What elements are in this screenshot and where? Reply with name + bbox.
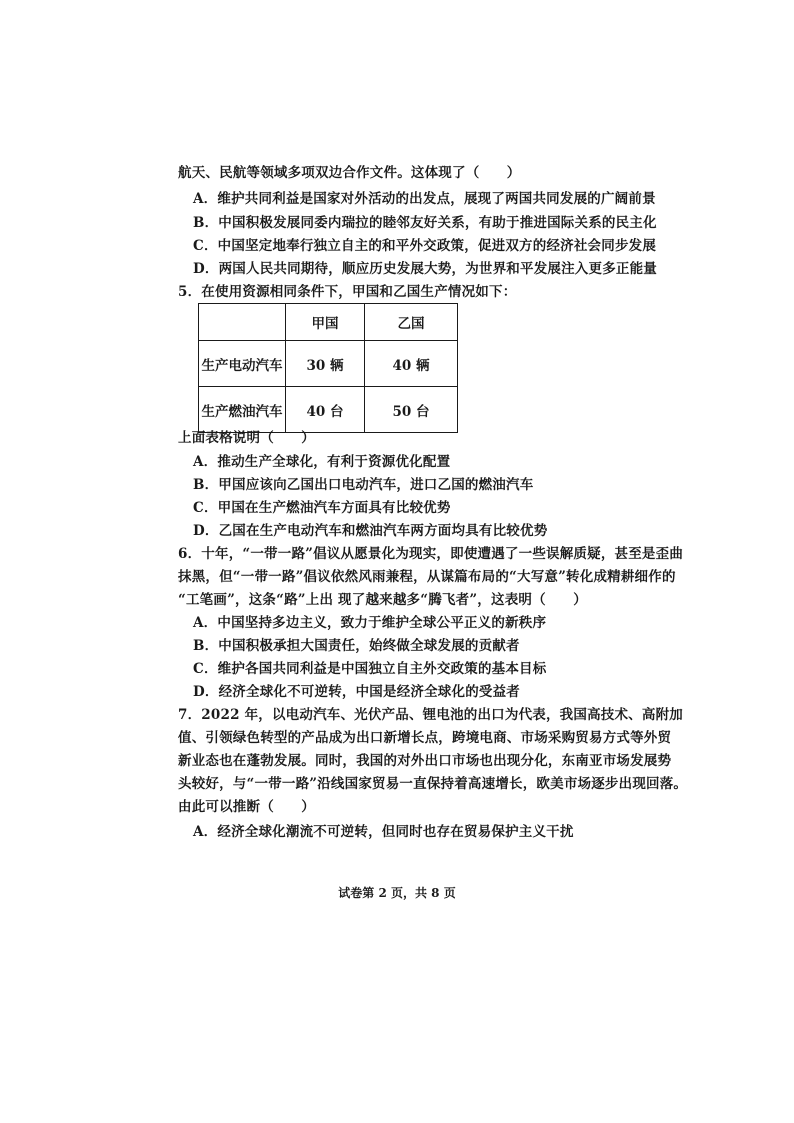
q7-stem-line-1: 7．2022 年，以电动汽车、光伏产品、锂电池的出口为代表，我国高技术、高附加 — [178, 707, 683, 723]
q5-option-c: C．甲国在生产燃油汽车方面具有比较优势 — [193, 500, 451, 516]
q4-option-b: B．中国积极发展同委内瑞拉的睦邻友好关系，有助于推进国际关系的民主化 — [193, 215, 657, 231]
q5-prompt: 上面表格说明（ ） — [178, 430, 315, 446]
q6-option-c: C．维护各国共同利益是中国独立自主外交政策的基本目标 — [193, 661, 547, 677]
table-cell: 40 台 — [286, 387, 365, 433]
table-row — [199, 341, 458, 387]
table-cell: 30 辆 — [286, 341, 365, 387]
table-row — [199, 387, 458, 433]
table-header-cell: 甲国 — [286, 304, 365, 341]
q6-option-a: A．中国坚持多边主义，致力于维护全球公平正义的新秩序 — [193, 615, 547, 631]
q7-stem-line-5: 由此可以推断（ ） — [178, 799, 315, 815]
q5-option-a: A．推动生产全球化，有利于资源优化配置 — [193, 454, 451, 470]
q6-option-d: D．经济全球化不可逆转，中国是经济全球化的受益者 — [193, 684, 521, 700]
q5-option-b: B．甲国应该向乙国出口电动汽车，进口乙国的燃油汽车 — [193, 477, 534, 493]
q5-option-d: D．乙国在生产电动汽车和燃油汽车两方面均具有比较优势 — [193, 523, 548, 539]
production-table — [198, 303, 458, 433]
q4-stem: 航天、民航等领域多项双边合作文件。这体现了（ ） — [178, 165, 521, 181]
q5-stem: 5．在使用资源相同条件下，甲国和乙国生产情况如下： — [178, 284, 517, 300]
table-header-row — [199, 304, 458, 341]
q6-stem-line-2: 抹黑，但“一带一路”倡议依然风雨兼程，从谋篇布局的“大写意”转化成精耕细作的 — [178, 569, 676, 585]
table-header-cell: 乙国 — [365, 304, 458, 341]
q4-option-c: C．中国坚定地奉行独立自主的和平外交政策，促进双方的经济社会同步发展 — [193, 238, 657, 254]
table-cell: 50 台 — [365, 387, 458, 433]
q6-stem-line-3: “工笔画”，这条“路”上出 现了越来越多“腾飞者”，这表明（ ） — [178, 592, 587, 608]
table-cell: 40 辆 — [365, 341, 458, 387]
q7-stem-line-2: 值、引领绿色转型的产品成为出口新增长点，跨境电商、市场采购贸易方式等外贸 — [178, 730, 672, 746]
table-cell: 生产燃油汽车 — [199, 387, 286, 433]
q7-stem-line-4: 头较好，与“一带一路”沿线国家贸易一直保持着高速增长，欧美市场逐步出现回落。 — [178, 776, 688, 792]
q6-stem-line-1: 6．十年，“一带一路”倡议从愿景化为现实，即使遭遇了一些误解质疑，甚至是歪曲 — [178, 546, 684, 562]
q7-stem-line-3: 新业态也在蓬勃发展。同时，我国的对外出口市场也出现分化，东南亚市场发展势 — [178, 753, 672, 769]
page-footer: 试卷第 2 页，共 8 页 — [338, 886, 456, 900]
q7-option-a: A．经济全球化潮流不可逆转，但同时也存在贸易保护主义干扰 — [193, 824, 574, 840]
q4-option-a: A．维护共同利益是国家对外活动的出发点，展现了两国共同发展的广阔前景 — [193, 191, 656, 207]
table-header-cell — [199, 304, 286, 341]
table-cell: 生产电动汽车 — [199, 341, 286, 387]
q4-option-d: D．两国人民共同期待，顺应历史发展大势，为世界和平发展注入更多正能量 — [193, 261, 658, 277]
q6-option-b: B．中国积极承担大国责任，始终做全球发展的贡献者 — [193, 638, 520, 654]
